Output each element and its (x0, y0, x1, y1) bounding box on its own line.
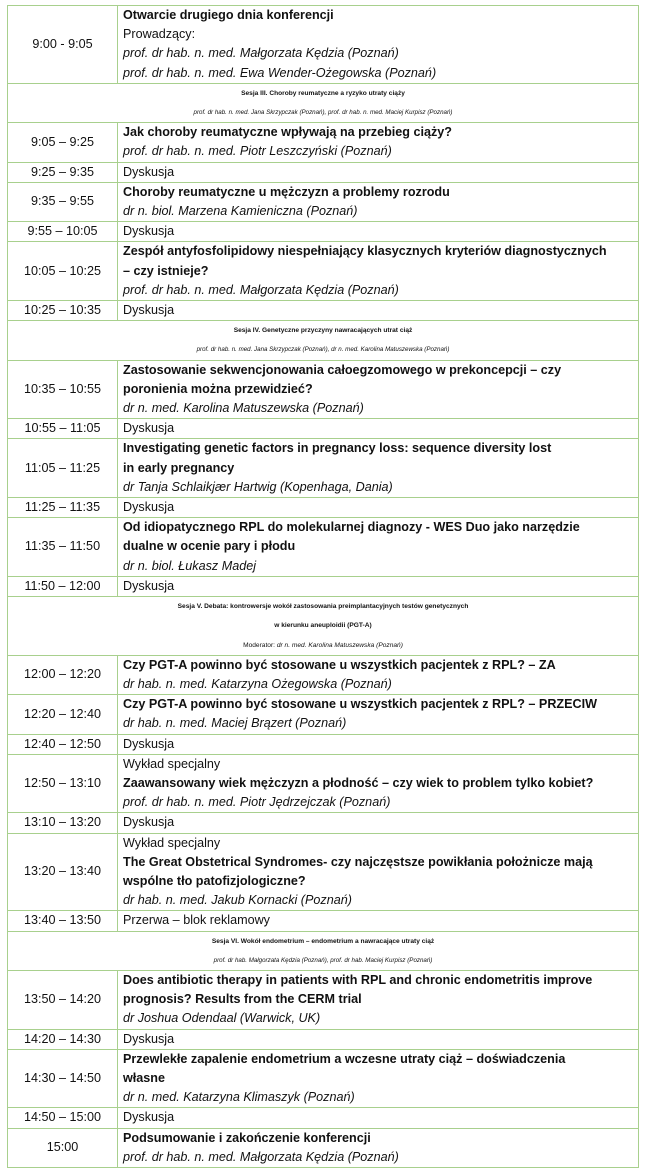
agenda-row (8, 695, 639, 734)
talk-title: dualne w ocenie pary i płodu (123, 539, 296, 554)
moderator-name: dr n. med. Karolina Matuszewska (Poznań) (276, 641, 403, 649)
agenda-row (8, 518, 639, 577)
time-slot: 11:50 – 12:00 (8, 576, 118, 596)
talk-title: Od idiopatycznego RPL do molekularnej diagnozy - WES Duo jako narzędzie (123, 520, 580, 535)
agenda-item-content (118, 813, 639, 833)
agenda-row (8, 301, 639, 321)
time-slot: 13:10 – 13:20 (8, 813, 118, 833)
session-header-row (8, 597, 639, 656)
agenda-item-content (118, 301, 639, 321)
agenda-item-content (118, 162, 639, 182)
agenda-row (8, 498, 639, 518)
agenda-item-content (118, 1128, 639, 1167)
session-title: Sesja III. Choroby reumatyczne a ryzyko utraty ciąży (241, 89, 405, 97)
agenda-item-content (118, 734, 639, 754)
time-slot: 14:30 – 14:50 (8, 1049, 118, 1108)
speaker-name: dr hab. n. med. Katarzyna Ożegowska (Poznań) (123, 676, 392, 691)
time-slot: 9:55 – 10:05 (8, 222, 118, 242)
time-slot: 12:20 – 12:40 (8, 695, 118, 734)
session-header-row (8, 83, 639, 122)
time-slot: 11:35 – 11:50 (8, 518, 118, 577)
agenda-row (8, 162, 639, 182)
agenda-row (8, 1128, 639, 1167)
time-slot: 9:35 – 9:55 (8, 182, 118, 221)
speaker-name: dr Tanja Schlaikjær Hartwig (Kopenhaga, Dania) (123, 479, 393, 494)
moderator-label: Moderator: (243, 641, 275, 649)
time-slot: 13:40 – 13:50 (8, 911, 118, 931)
agenda-item-content (118, 754, 639, 813)
agenda-row (8, 655, 639, 694)
item-label: Dyskusja (123, 1031, 175, 1046)
talk-title: Zaawansowany wiek mężczyzn a płodność – czy wiek to problem tylko kobiet? (123, 775, 594, 790)
agenda-item-content (118, 222, 639, 242)
time-slot: 12:50 – 13:10 (8, 754, 118, 813)
agenda-row (8, 439, 639, 498)
talk-title: Czy PGT-A powinno być stosowane u wszystkich pacjentek z RPL? – ZA (123, 657, 556, 672)
item-label: Wykład specjalny (123, 835, 221, 850)
agenda-item-content (118, 576, 639, 596)
time-slot: 13:20 – 13:40 (8, 833, 118, 911)
speaker-name: dr hab. n. med. Jakub Kornacki (Poznań) (123, 893, 352, 908)
agenda-row (8, 754, 639, 813)
time-slot: 14:20 – 14:30 (8, 1029, 118, 1049)
agenda-item-content (118, 833, 639, 911)
agenda-item-content (118, 970, 639, 1029)
item-label: Dyskusja (123, 164, 175, 179)
agenda-item-content (118, 123, 639, 162)
speaker-name: dr n. med. Katarzyna Klimaszyk (Poznań) (123, 1090, 355, 1105)
talk-title: Przewlekłe zapalenie endometrium a wczesne utraty ciąż – doświadczenia (123, 1051, 566, 1066)
agenda-item-content (118, 518, 639, 577)
time-slot: 9:25 – 9:35 (8, 162, 118, 182)
talk-title: Zespół antyfosfolipidowy niespełniający klasycznych kryteriów diagnostycznych (123, 244, 607, 259)
session-title: Sesja VI. Wokół endometrium – endometrium a nawracające utraty ciąż (211, 937, 435, 945)
speaker-name: prof. dr hab. n. med. Małgorzata Kędzia (Poznań) (123, 46, 399, 61)
time-slot: 11:05 – 11:25 (8, 439, 118, 498)
agenda-row (8, 576, 639, 596)
agenda-item-content (118, 695, 639, 734)
session-header (8, 931, 639, 970)
time-slot: 12:00 – 12:20 (8, 655, 118, 694)
time-slot: 14:50 – 15:00 (8, 1108, 118, 1128)
session-header-row (8, 321, 639, 360)
time-slot: 9:00 - 9:05 (8, 6, 118, 84)
speaker-name: dr n. biol. Marzena Kamieniczna (Poznań) (123, 204, 358, 219)
session-header (8, 597, 639, 656)
talk-title: The Great Obstetrical Syndromes- czy najczęstsze powikłania położnicze mają (123, 854, 593, 869)
talk-title: Investigating genetic factors in pregnancy loss: sequence diversity lost (123, 441, 552, 456)
speaker-name: prof. dr hab. n. med. Małgorzata Kędzia (Poznań) (123, 1149, 399, 1164)
session-chairs: prof. dr hab. Małgorzata Kędzia (Poznań), prof. dr hab. Maciej Kurpisz (Poznań) (213, 956, 433, 964)
agenda-item-content (118, 1108, 639, 1128)
item-label: Dyskusja (123, 578, 175, 593)
agenda-item-content (118, 655, 639, 694)
time-slot: 15:00 (8, 1128, 118, 1167)
speaker-name: prof. dr hab. n. med. Ewa Wender-Ożegowska (Poznań) (123, 65, 437, 80)
talk-title: Podsumowanie i zakończenie konferencji (123, 1130, 371, 1145)
agenda-item-content (118, 419, 639, 439)
agenda-row (8, 222, 639, 242)
agenda-row (8, 833, 639, 911)
talk-title: prognosis? Results from the CERM trial (123, 992, 362, 1007)
agenda-item-content (118, 360, 639, 419)
agenda-row (8, 1029, 639, 1049)
talk-title: – czy istnieje? (123, 263, 209, 278)
agenda-item-content (118, 911, 639, 931)
speaker-name: dr hab. n. med. Maciej Brązert (Poznań) (123, 716, 347, 731)
session-title: Sesja V. Debata: kontrowersje wokół zastosowania preimplantacyjnych testów genetycznych (177, 603, 469, 611)
time-slot: 10:35 – 10:55 (8, 360, 118, 419)
agenda-item-content (118, 1049, 639, 1108)
agenda-row (8, 1108, 639, 1128)
item-label: Dyskusja (123, 815, 175, 830)
talk-title: Zastosowanie sekwencjonowania całoegzomowego w prekoncepcji – czy (123, 362, 562, 377)
agenda-row (8, 182, 639, 221)
item-label: Prowadzący: (123, 27, 196, 42)
session-header (8, 321, 639, 360)
agenda-row (8, 970, 639, 1029)
session-title: w kierunku aneuploidii (PGT-A) (274, 622, 372, 630)
talk-title: wspólne tło patofizjologiczne? (123, 873, 306, 888)
time-slot: 12:40 – 12:50 (8, 734, 118, 754)
talk-title: poronienia można przewidzieć? (123, 381, 313, 396)
agenda-row (8, 123, 639, 162)
agenda-row (8, 1049, 639, 1108)
time-slot: 10:55 – 11:05 (8, 419, 118, 439)
speaker-name: prof. dr hab. n. med. Małgorzata Kędzia (Poznań) (123, 282, 399, 297)
talk-title: in early pregnancy (123, 460, 235, 475)
talk-title: Czy PGT-A powinno być stosowane u wszystkich pacjentek z RPL? – PRZECIW (123, 697, 597, 712)
speaker-name: prof. dr hab. n. med. Piotr Leszczyński (Poznań) (123, 144, 392, 159)
agenda-item-content (118, 1029, 639, 1049)
talk-title: Jak choroby reumatyczne wpływają na przebieg ciąży? (123, 125, 452, 140)
item-label: Dyskusja (123, 303, 175, 318)
talk-title: Does antibiotic therapy in patients with RPL and chronic endometritis improve (123, 972, 593, 987)
speaker-name: prof. dr hab. n. med. Piotr Jędrzejczak (Poznań) (123, 795, 391, 810)
item-label: Przerwa – blok reklamowy (123, 913, 270, 928)
speaker-name: dr Joshua Odendaal (Warwick, UK) (123, 1011, 321, 1026)
speaker-name: dr n. biol. Łukasz Madej (123, 558, 257, 573)
agenda-item-content (118, 242, 639, 301)
agenda-row (8, 734, 639, 754)
session-header (8, 83, 639, 122)
speaker-name: dr n. med. Karolina Matuszewska (Poznań) (123, 401, 364, 416)
session-chairs: prof. dr hab. n. med. Jana Skrzypczak (Poznań), dr n. med. Karolina Matuszewska (Poznań) (196, 346, 450, 354)
session-title: Sesja IV. Genetyczne przyczyny nawracających utrat ciąż (233, 327, 413, 335)
agenda-row (8, 6, 639, 84)
agenda-row (8, 911, 639, 931)
item-label: Wykład specjalny (123, 756, 221, 771)
agenda-row (8, 242, 639, 301)
time-slot: 10:05 – 10:25 (8, 242, 118, 301)
time-slot: 9:05 – 9:25 (8, 123, 118, 162)
agenda-row (8, 419, 639, 439)
item-label: Dyskusja (123, 736, 175, 751)
talk-title: Otwarcie drugiego dnia konferencji (123, 8, 334, 22)
agenda-item-content (118, 6, 639, 84)
item-label: Dyskusja (123, 224, 175, 239)
agenda-row (8, 813, 639, 833)
item-label: Dyskusja (123, 500, 175, 515)
session-chairs: prof. dr hab. n. med. Jana Skrzypczak (Poznań), prof. dr hab. n. med. Maciej Kurpisz (Poznań) (193, 109, 453, 117)
agenda-row (8, 360, 639, 419)
time-slot: 10:25 – 10:35 (8, 301, 118, 321)
session-header-row (8, 931, 639, 970)
talk-title: własne (123, 1070, 165, 1085)
item-label: Dyskusja (123, 421, 175, 436)
agenda-table (7, 5, 639, 1168)
agenda-body (8, 6, 639, 1168)
agenda-item-content (118, 498, 639, 518)
time-slot: 11:25 – 11:35 (8, 498, 118, 518)
item-label: Dyskusja (123, 1110, 175, 1125)
talk-title: Choroby reumatyczne u mężczyzn a problemy rozrodu (123, 184, 450, 199)
agenda-item-content (118, 182, 639, 221)
agenda-item-content (118, 439, 639, 498)
session-moderator (10, 636, 636, 655)
time-slot: 13:50 – 14:20 (8, 970, 118, 1029)
